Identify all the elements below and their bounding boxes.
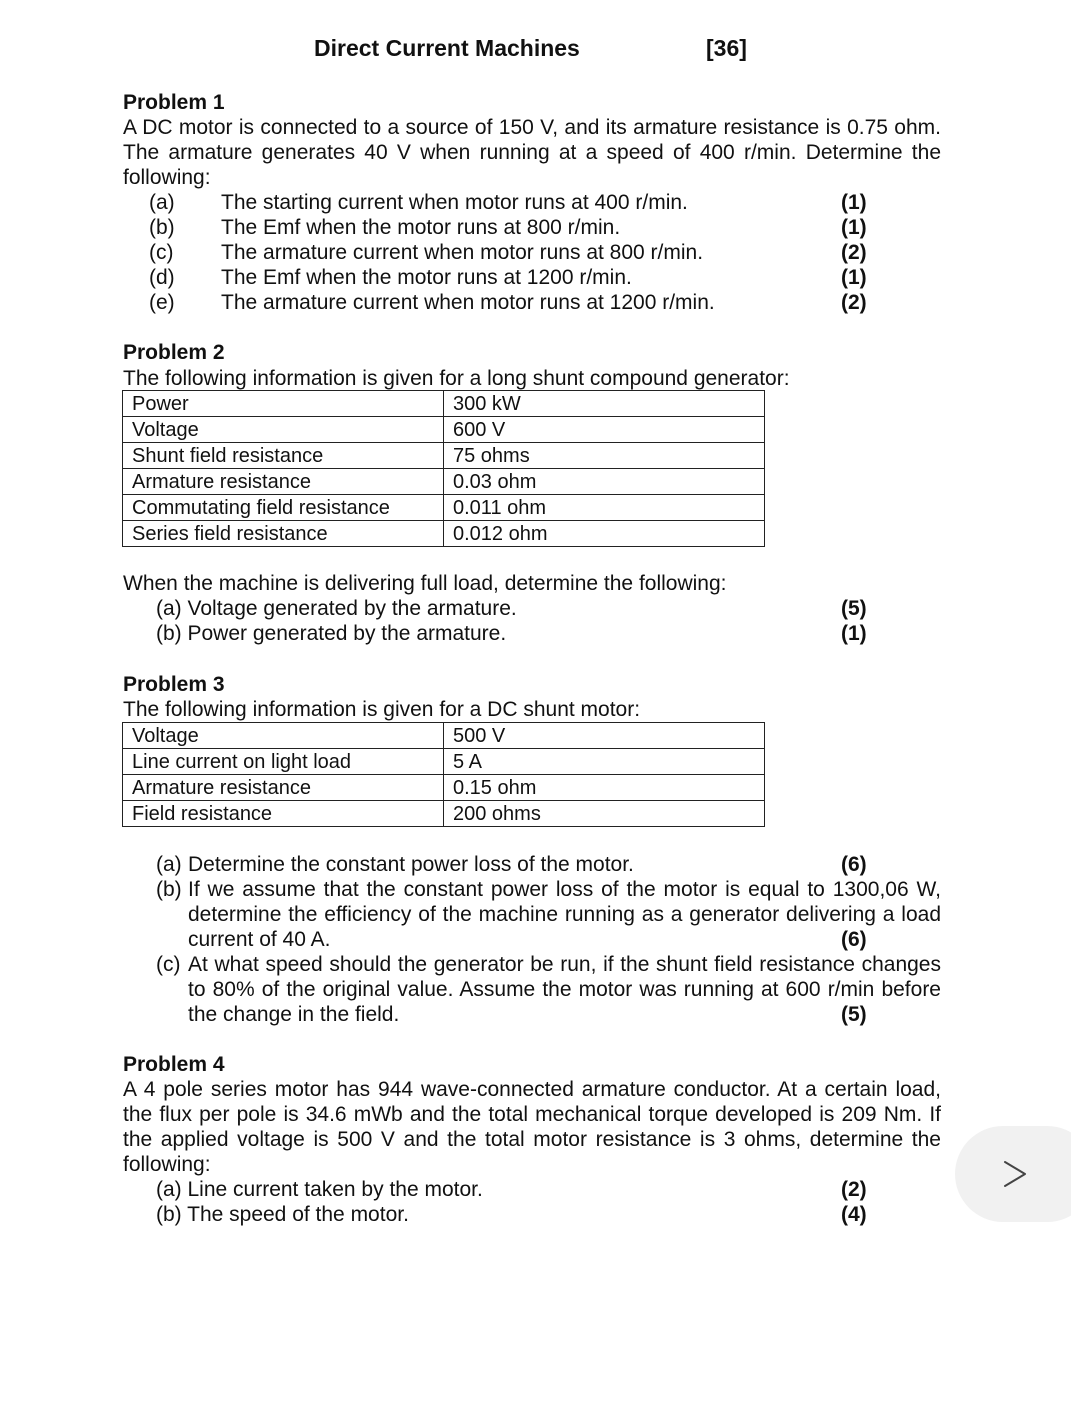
item-letter: (a) — [149, 191, 175, 214]
item-letter: (a) — [156, 853, 182, 876]
problem-3-table — [122, 722, 765, 827]
table-value: 600 V — [444, 417, 765, 443]
problem-3-title: Problem 3 — [123, 673, 225, 696]
item-text: The armature current when motor runs at 800 r/min. — [221, 241, 704, 264]
problem-2-table — [122, 390, 765, 547]
page-title: Direct Current Machines — [314, 35, 580, 61]
item-marks: (6) — [841, 928, 867, 951]
table-key: Armature resistance — [123, 775, 444, 801]
item-marks: (5) — [841, 1003, 867, 1026]
problem-2-title: Problem 2 — [123, 341, 225, 364]
table-value: 0.011 ohm — [444, 495, 765, 521]
item-letter: (d) — [149, 266, 175, 289]
table-row — [123, 495, 765, 521]
item-letter: (c) — [156, 953, 181, 976]
item-text: If we assume that the constant power loss of the motor is equal to 1300,06 W, determine the efficiency of the machine running as a generator delivering a load current of 40 A. — [188, 878, 941, 951]
item-text: The armature current when motor runs at 1200 r/min. — [221, 291, 715, 314]
problem-2-intro: The following information is given for a long shunt compound generator: — [123, 367, 790, 390]
table-key: Power — [123, 391, 444, 417]
table-row — [123, 521, 765, 547]
item-marks: (4) — [841, 1203, 867, 1226]
table-row — [123, 723, 765, 749]
table-value: 0.012 ohm — [444, 521, 765, 547]
item-letter: (b) — [156, 878, 182, 901]
table-key: Armature resistance — [123, 469, 444, 495]
table-value: 500 V — [444, 723, 765, 749]
table-value: 0.15 ohm — [444, 775, 765, 801]
table-key: Line current on light load — [123, 749, 444, 775]
item-marks: (6) — [841, 853, 867, 876]
item-text: At what speed should the generator be run, if the shunt field resistance changes to 80% of the original value. Assume the motor was running at 600 r/min before the change in the field. — [188, 953, 941, 1026]
problem-4-title: Problem 4 — [123, 1053, 225, 1076]
item-letter: (e) — [149, 291, 175, 314]
item-text: The Emf when the motor runs at 800 r/min. — [221, 216, 621, 239]
total-marks: [36] — [706, 35, 747, 61]
table-value: 300 kW — [444, 391, 765, 417]
item-letter: (c) — [149, 241, 174, 264]
table-row — [123, 749, 765, 775]
item-marks: (2) — [841, 241, 867, 264]
table-key: Voltage — [123, 723, 444, 749]
item-letter: (b) — [149, 216, 175, 239]
chevron-right-icon — [955, 1126, 1071, 1222]
table-key: Field resistance — [123, 801, 444, 827]
item-marks: (2) — [841, 291, 867, 314]
item-text: The starting current when motor runs at 400 r/min. — [221, 191, 688, 214]
table-key: Voltage — [123, 417, 444, 443]
item-text: (a) Line current taken by the motor. — [156, 1178, 483, 1201]
item-marks: (1) — [841, 191, 867, 214]
item-marks: (1) — [841, 216, 867, 239]
problem-1-text: A DC motor is connected to a source of 150 V, and its armature resistance is 0.75 ohm. The armature generates 40 V when running at a speed of 400 r/min. Determine the following: — [123, 116, 941, 189]
problem-4-text: A 4 pole series motor has 944 wave-connected armature conductor. At a certain load, the flux per pole is 34.6 mWb and the total mechanical torque developed is 209 Nm. If the applied voltage is 500 V and the total motor resistance is 3 ohms, determine the following: — [123, 1078, 941, 1176]
table-key: Shunt field resistance — [123, 443, 444, 469]
table-value: 200 ohms — [444, 801, 765, 827]
item-text: (a) Voltage generated by the armature. — [156, 597, 517, 620]
table-value: 5 A — [444, 749, 765, 775]
table-row — [123, 775, 765, 801]
table-value: 0.03 ohm — [444, 469, 765, 495]
item-marks: (5) — [841, 597, 867, 620]
item-marks: (2) — [841, 1178, 867, 1201]
table-row — [123, 469, 765, 495]
table-row — [123, 443, 765, 469]
problem-2-question: When the machine is delivering full load, determine the following: — [123, 572, 727, 595]
item-text: The Emf when the motor runs at 1200 r/min. — [221, 266, 632, 289]
item-marks: (1) — [841, 622, 867, 645]
table-key: Commutating field resistance — [123, 495, 444, 521]
table-row — [123, 391, 765, 417]
table-value: 75 ohms — [444, 443, 765, 469]
next-page-button[interactable] — [955, 1126, 1071, 1222]
item-text: (b) Power generated by the armature. — [156, 622, 507, 645]
table-row — [123, 417, 765, 443]
problem-3-intro: The following information is given for a DC shunt motor: — [123, 698, 641, 721]
table-row — [123, 801, 765, 827]
problem-1-title: Problem 1 — [123, 91, 225, 114]
item-text: (b) The speed of the motor. — [156, 1203, 409, 1226]
table-key: Series field resistance — [123, 521, 444, 547]
item-text: Determine the constant power loss of the motor. — [188, 853, 634, 876]
item-marks: (1) — [841, 266, 867, 289]
